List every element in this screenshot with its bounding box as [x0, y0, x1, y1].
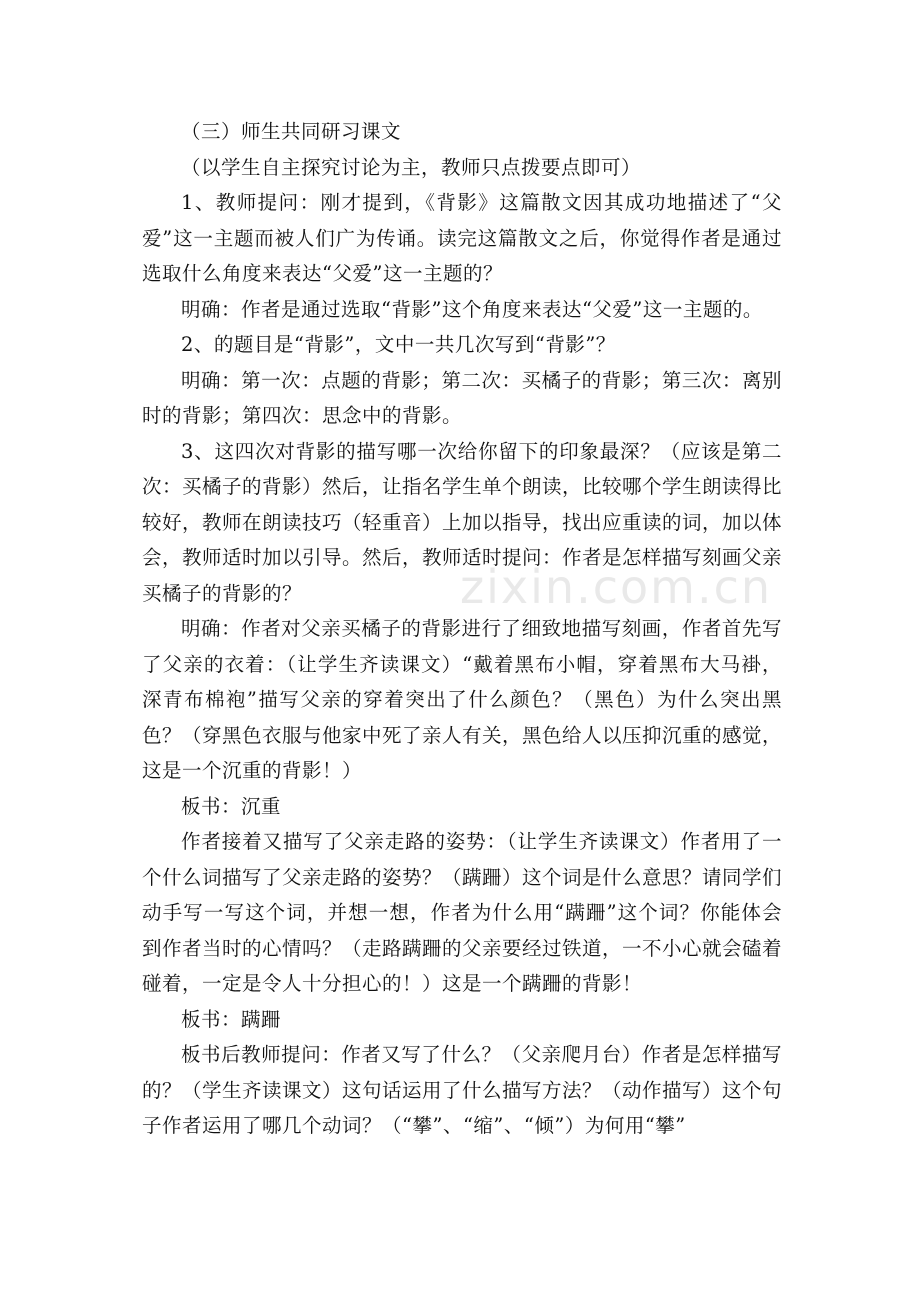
paragraph-climbing: 板书后教师提问：作者又写了什么？（父亲爬月台）作者是怎样描写的？（学生齐读课文）这句话运用了什么描写方法？（动作描写）这个句子作者运用了哪几个动词？（“攀”、“缩”、“倾”）为何用“攀” [142, 1043, 783, 1137]
answer-2: 明确：第一次：点题的背影；第二次：买橘子的背影；第三次：离别时的背影；第四次：思念中的背影。 [142, 368, 782, 427]
section-heading: （三）师生共同研习课文 [181, 120, 402, 143]
watermark: zixin.com.cn [460, 560, 773, 614]
blackboard-note-1: 板书：沉重 [181, 794, 282, 818]
paragraph-walking: 作者接着又描写了父亲走路的姿势：（让学生齐读课文）作者用了一个什么词描写了父亲走路的姿势？（蹒跚）这个词是什么意思？请同学们动手写一写这个词，并想一想，作者为什么用“蹒跚”这个词？你能体会到作者当时的心情吗？（走路蹒跚的父亲要经过铁道，一不小心就会磕着碰着，一定是令人十分担心的！）这是一个蹒跚的背影！ [142, 830, 783, 995]
question-2: 2、的题目是“背影”，文中一共几次写到“背影”？ [181, 333, 616, 356]
blackboard-note-2: 板书：蹒跚 [181, 1007, 282, 1031]
answer-1: 明确：作者是通过选取“背影”这个角度来表达“父爱”这一主题的。 [181, 297, 763, 321]
document-body [142, 114, 782, 1144]
answer-3: 明确：作者对父亲买橘子的背影进行了细致地描写刻画，作者首先写了父亲的衣着：（让学生齐读课文）“戴着黑布小帽，穿着黑布大马褂，深青布棉袍”描写父亲的穿着突出了什么颜色？（黑色）为什么突出黑色？（穿黑色衣服与他家中死了亲人有关，黑色给人以压抑沉重的感觉，这是一个沉重的背影！） [142, 617, 783, 782]
question-3: 3、这四次对背影的描写哪一次给你留下的印象最深？（应该是第二次：买橘子的背影）然后，让指名学生单个朗读，比较哪个学生朗读得比较好，教师在朗读技巧（轻重音）上加以指导，找出应重读的词，加以体会，教师适时加以引导。然后，教师适时提问：作者是怎样描写刻画父亲买橘子的背影的？ [142, 439, 783, 605]
section-note: （以学生自主探究讨论为主，教师只点拨要点即可） [181, 155, 642, 179]
question-1: 1、教师提问：刚才提到，《背影》这篇散文因其成功地描述了“父爱”这一主题而被人们广为传诵。读完这篇散文之后，你觉得作者是通过选取什么角度来表达“父爱”这一主题的？ [142, 191, 782, 285]
